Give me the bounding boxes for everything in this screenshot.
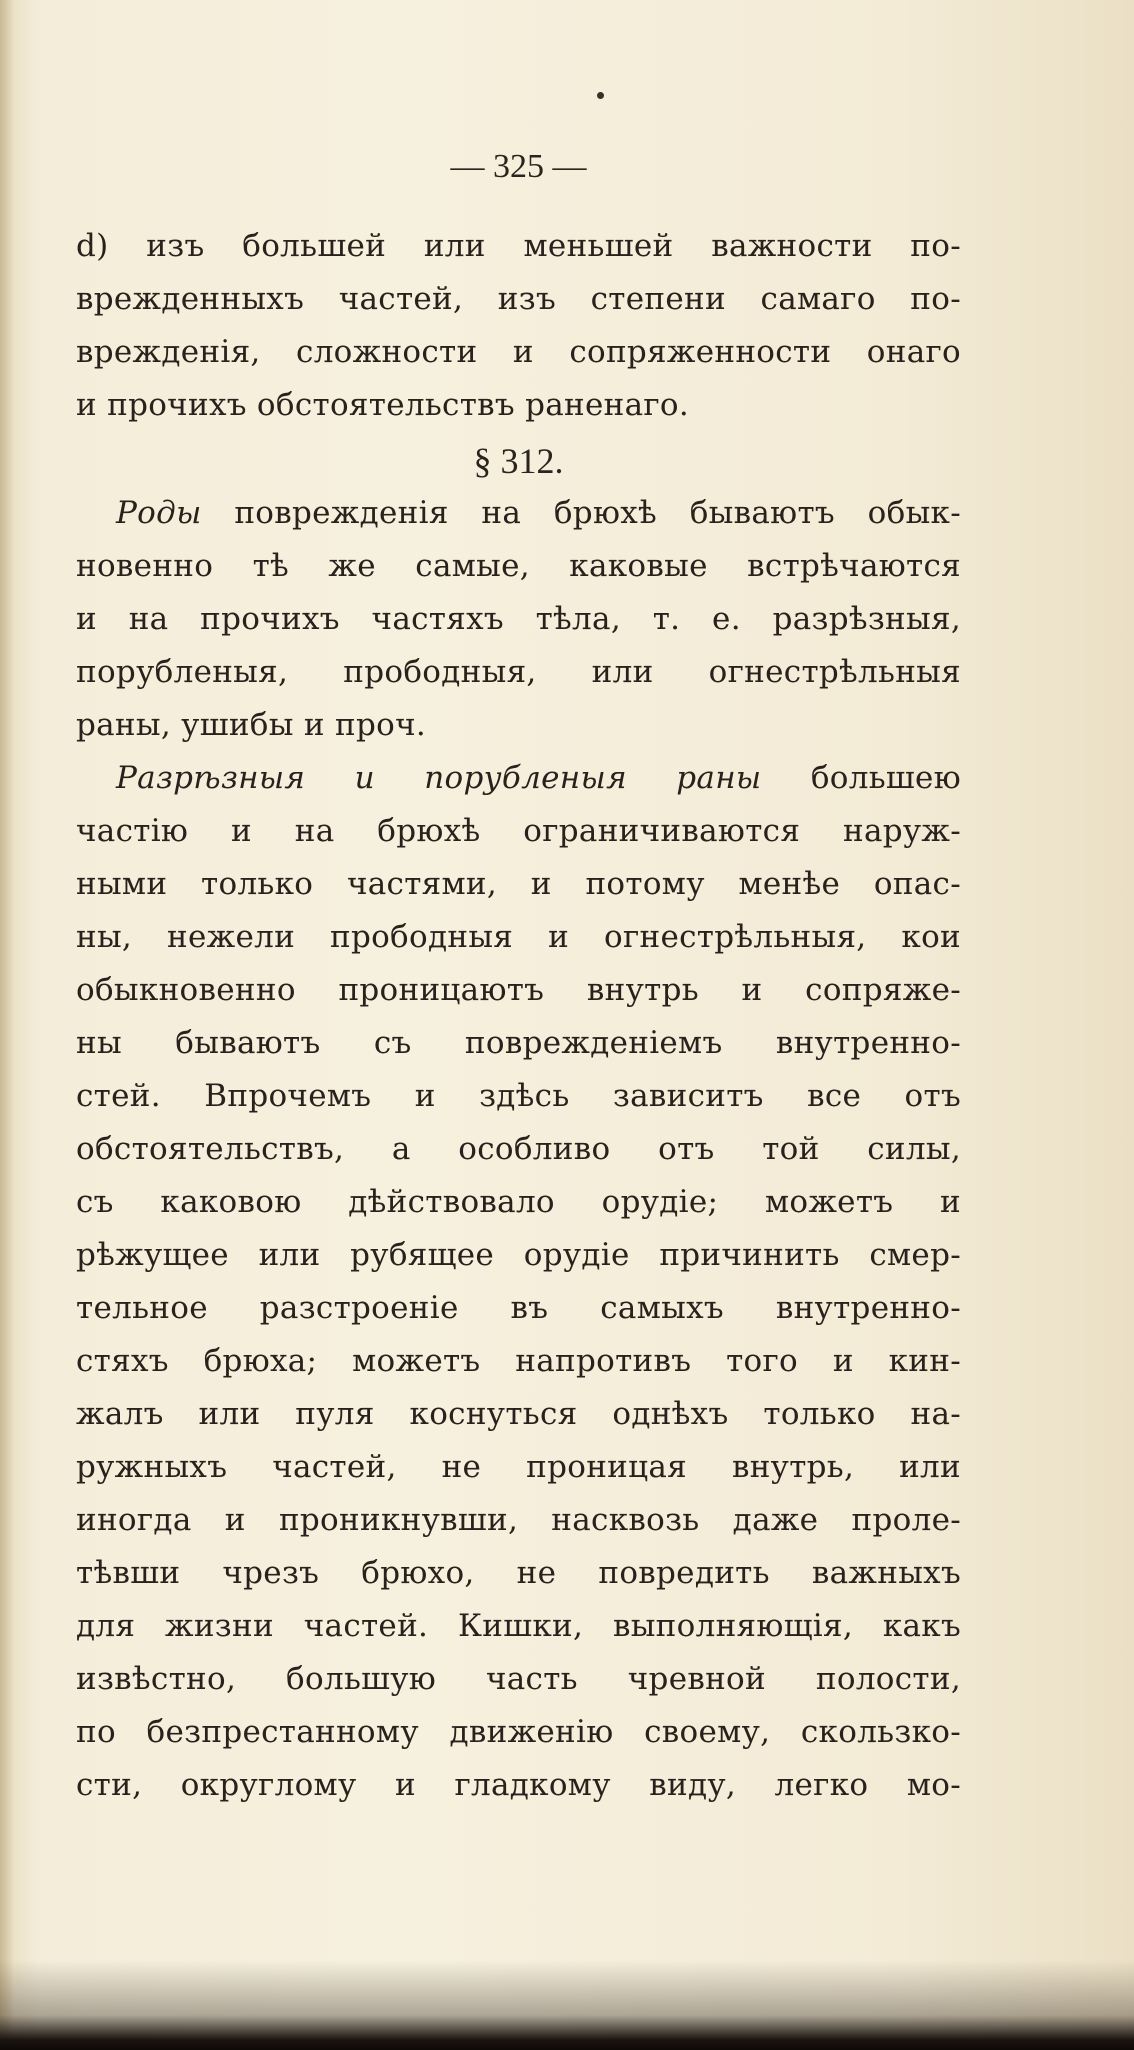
text-line: ными только частями, и потому менѣе опас- (76, 866, 961, 902)
text-line: порубленыя, прободныя, или огнестрѣльныя (76, 654, 961, 690)
text-line: обыкновенно проницаютъ внутрь и сопряже- (76, 972, 961, 1008)
text-line: и на прочихъ частяхъ тѣла, т. е. разрѣзныя, (76, 601, 961, 637)
text-line: ны бываютъ съ поврежденіемъ внутренно- (76, 1025, 961, 1061)
page-number: — 325 — (450, 148, 587, 185)
text-line: иногда и проникнувши, насквозь даже проле- (76, 1502, 961, 1538)
text-line: ны, нежели прободныя и огнестрѣльныя, кои (76, 919, 961, 955)
text-line: врежденныхъ частей, изъ степени самаго по- (76, 281, 961, 317)
italic-term: Роды (116, 495, 202, 531)
section-heading: § 312. (473, 441, 564, 481)
text-line: сти, округлому и гладкому виду, легко мо- (76, 1767, 961, 1803)
text-line: для жизни частей. Кишки, выполняющія, какъ (76, 1608, 961, 1644)
text-line: ружныхъ частей, не проницая внутрь, или (76, 1449, 961, 1485)
text-line (76, 760, 961, 796)
text-line: и прочихъ обстоятельствъ раненаго. (76, 387, 690, 423)
ink-speck (597, 92, 604, 99)
text-line: съ каковою дѣйствовало орудіе; можетъ и (76, 1184, 961, 1220)
text-span: большею (761, 760, 961, 796)
text-span: поврежденія на брюхѣ бываютъ обык- (201, 495, 961, 531)
text-line: d) изъ большей или меньшей важности по- (76, 228, 961, 264)
text-line: стей. Впрочемъ и здѣсь зависитъ все отъ (76, 1078, 961, 1114)
text-line: новенно тѣ же самые, каковые встрѣчаются (76, 548, 961, 584)
text-line: тельное разстроеніе въ самыхъ внутренно- (76, 1290, 961, 1326)
text-line: раны, ушибы и проч. (76, 707, 427, 743)
text-line: стяхъ брюха; можетъ напротивъ того и кин- (76, 1343, 961, 1379)
text-line: рѣжущее или рубящее орудіе причинить смер- (76, 1237, 961, 1273)
text-line (76, 495, 961, 531)
italic-term: Разрѣзныя и порубленыя раны (116, 760, 762, 796)
text-line: врежденія, сложности и сопряженности онаго (76, 334, 961, 370)
text-line: обстоятельствъ, а особливо отъ той силы, (76, 1131, 961, 1167)
text-line: жалъ или пуля коснуться однѣхъ только на- (76, 1396, 961, 1432)
page-gutter-shadow (0, 0, 14, 2050)
text-line: извѣстно, большую часть чревной полости, (76, 1661, 961, 1697)
text-line: по безпрестанному движенію своему, скользко- (76, 1714, 961, 1750)
text-line: тѣвши чрезъ брюхо, не повредить важныхъ (76, 1555, 961, 1591)
text-line: частію и на брюхѣ ограничиваются наруж- (76, 813, 961, 849)
page-bottom-shadow (0, 1960, 1134, 2050)
